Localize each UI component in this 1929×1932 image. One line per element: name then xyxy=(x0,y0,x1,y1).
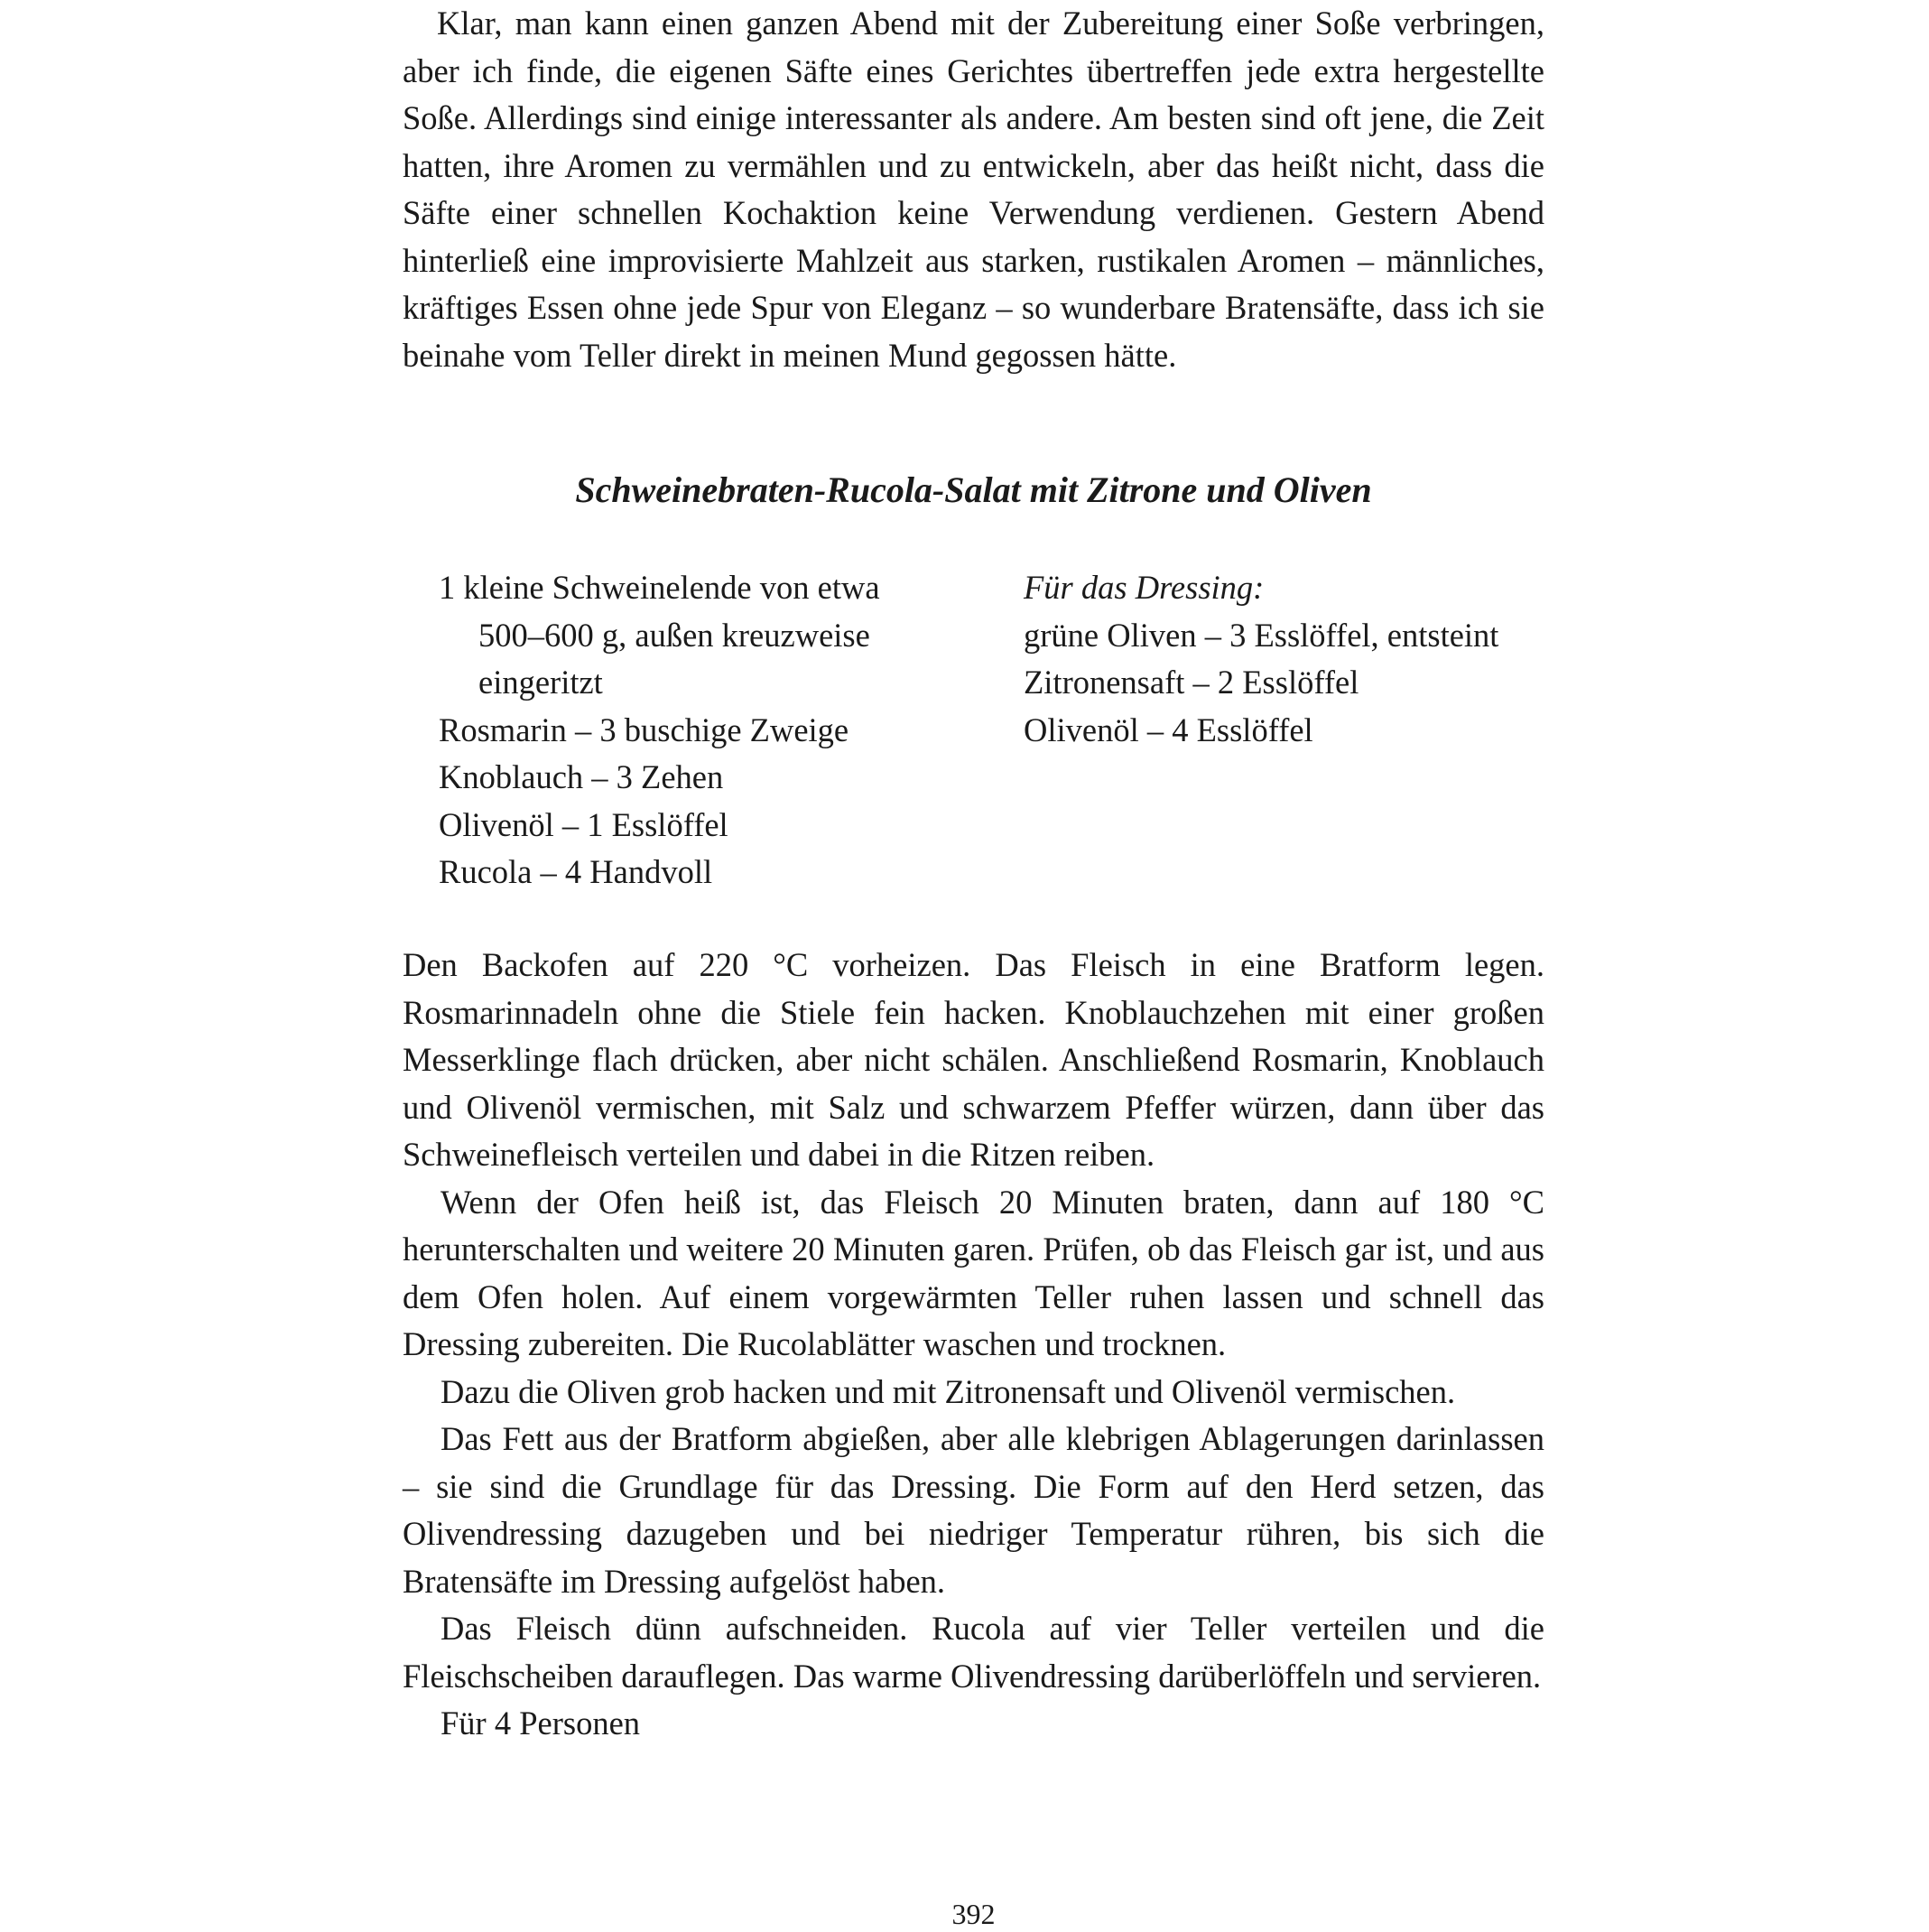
method-paragraph: Wenn der Ofen heiß ist, das Fleisch 20 Minuten braten, dann auf 180 °C herunterschalten und weitere 20 Minuten garen. Prüfen, ob das Fleisch gar ist, und aus dem Ofen holen. Auf einem vorgewärmten Teller ruhen lassen und schnell das Dressing zubereiten. Die Rucolablätter waschen und trocknen. xyxy=(403,1183,1544,1362)
method-paragraph: Dazu die Oliven grob hacken und mit Zitronensaft und Olivenöl vermischen. xyxy=(441,1372,1456,1410)
ingredients-list xyxy=(439,564,944,896)
ingredient-item: grüne Oliven – 3 Esslöffel, entsteint xyxy=(1024,616,1499,654)
ingredient-item: Olivenöl – 4 Esslöffel xyxy=(1024,711,1313,748)
recipe-title: Schweinebraten-Rucola-Salat mit Zitrone und Oliven xyxy=(575,469,1372,510)
dressing-heading: Für das Dressing: xyxy=(1024,569,1265,606)
page-number: 392 xyxy=(951,1898,996,1930)
intro-paragraph: Klar, man kann einen ganzen Abend mit der Zubereitung einer Soße verbringen, aber ich finde, die eigenen Säfte eines Gerichtes übertreffen jede extra hergestellte Soße. Allerdings sind einige interessanter als andere. Am besten sind oft jene, die Zeit hatten, ihre Aromen zu vermählen und zu entwickeln, aber das heißt nicht, dass die Säfte einer schnellen Kochaktion keine Verwendung verdienen. Gestern Abend hinterließ eine improvisierte Mahlzeit aus starken, rustikalen Aromen – männliches, kräftiges Essen ohne jede Spur von Eleganz – so wunderbare Bratensäfte, dass ich sie beinahe vom Teller direkt in meinen Mund gegossen hätte. xyxy=(403,5,1544,374)
method-paragraph: Den Backofen auf 220 °C vorheizen. Das Fleisch in eine Bratform legen. Rosmarinnadeln ohne die Stiele fein hacken. Knoblauchzehen mit einer großen Messerklinge flach drücken, aber nicht schälen. Anschließend Rosmarin, Knoblauch und Olivenöl vermischen, mit Salz und schwarzem Pfeffer würzen, dann über das Schweinefleisch verteilen und dabei in die Ritzen reiben. xyxy=(403,946,1544,1173)
ingredient-item: Rucola – 4 Handvoll xyxy=(439,853,713,890)
method-section xyxy=(403,942,1544,1748)
servings: Für 4 Personen xyxy=(441,1704,641,1742)
ingredient-item: Zitronensaft – 2 Esslöffel xyxy=(1024,664,1359,701)
method-paragraph: Das Fleisch dünn aufschneiden. Rucola auf vier Teller verteilen und die Fleischscheiben darauflegen. Das warme Olivendressing darüberlöffeln und servieren. xyxy=(403,1610,1544,1695)
ingredient-item: Knoblauch – 3 Zehen xyxy=(439,758,724,795)
ingredient-item: 1 kleine Schweinelende von etwa 500–600 g, außen kreuzweise eingeritzt xyxy=(439,569,880,701)
ingredient-item: Rosmarin – 3 buschige Zweige xyxy=(439,711,849,748)
ingredient-item: Olivenöl – 1 Esslöffel xyxy=(439,805,728,843)
method-paragraph: Das Fett aus der Bratform abgießen, aber alle klebrigen Ablagerungen darinlassen – sie sind die Grundlage für das Dressing. Die Form auf den Herd setzen, das Olivendressing dazugeben und bei niedriger Temperatur rühren, bis sich die Bratensäfte im Dressing aufgelöst haben. xyxy=(403,1420,1544,1600)
book-page xyxy=(403,0,1544,1929)
dressing-ingredients-list xyxy=(1024,564,1529,754)
